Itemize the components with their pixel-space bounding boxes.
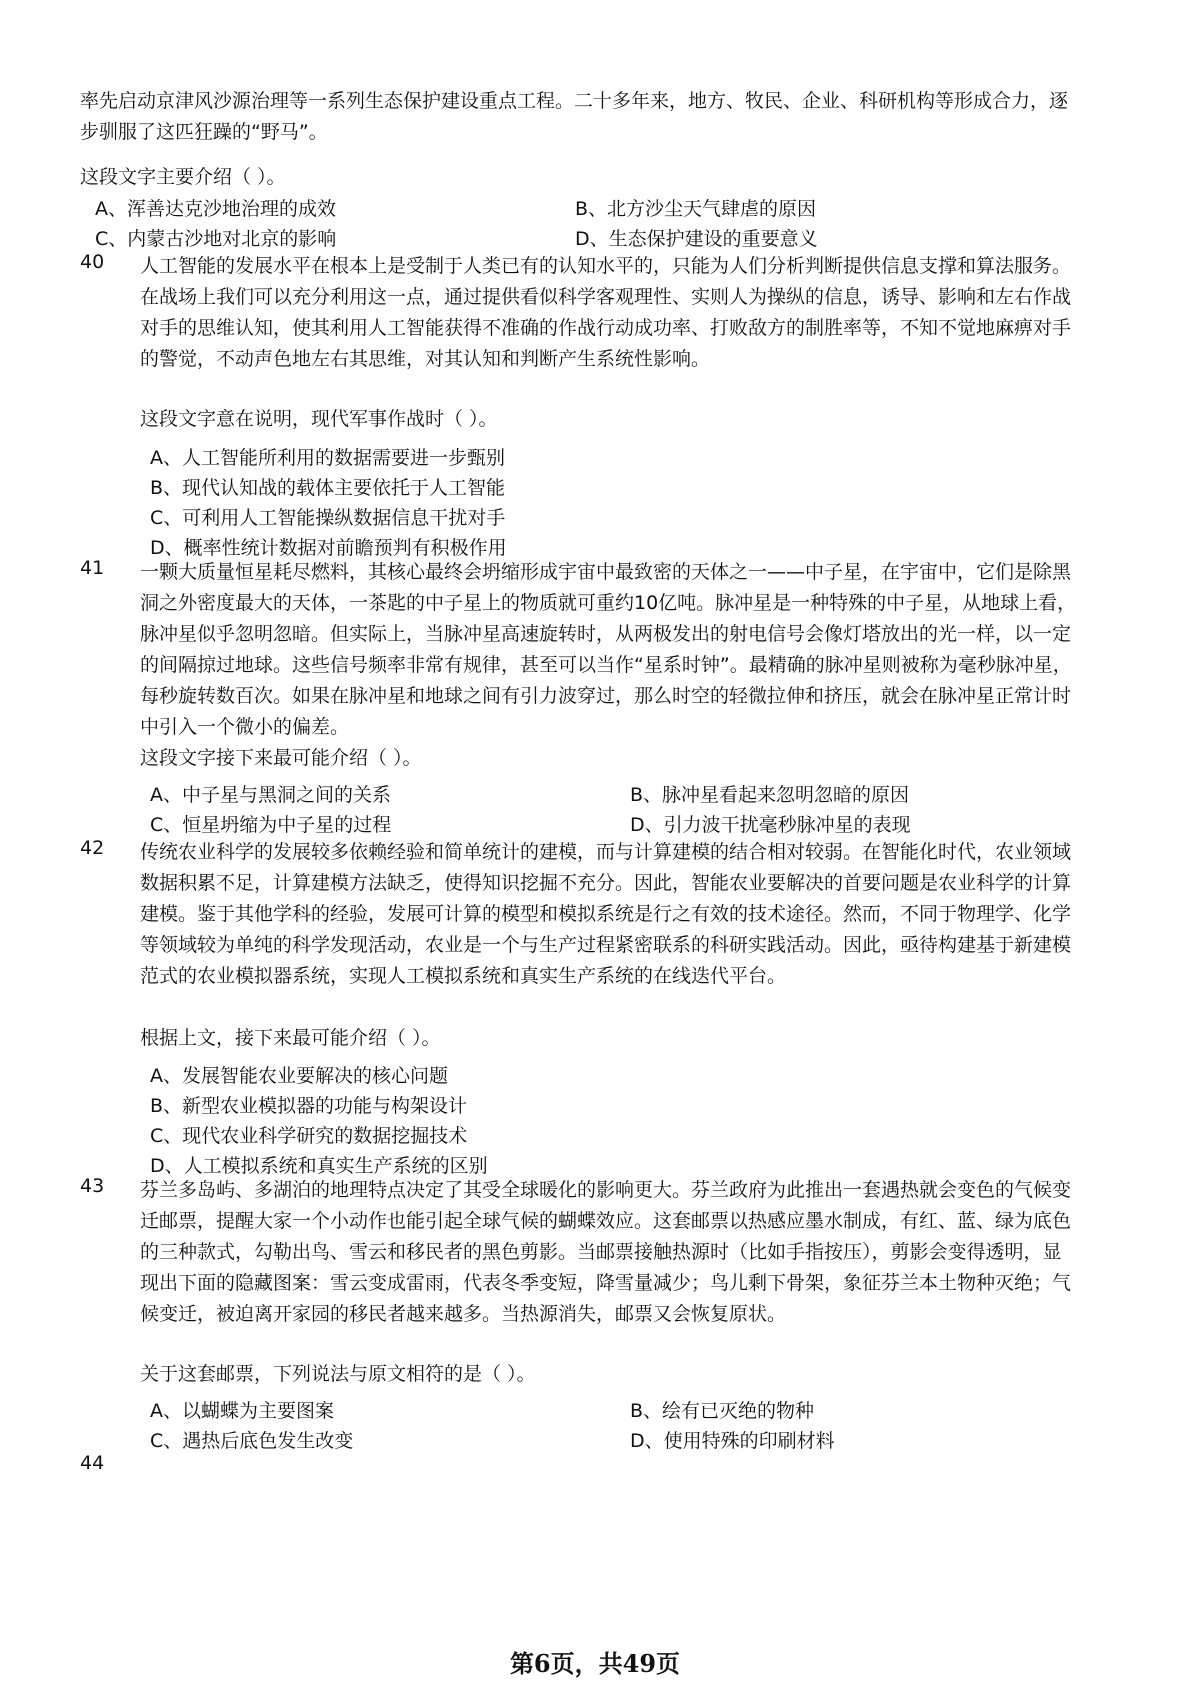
option-d[interactable]: D、引力波干扰毫秒脉冲星的表现 — [630, 814, 911, 836]
option-b[interactable]: B、北方沙尘天气肆虐的原因 — [575, 198, 817, 220]
options-list — [150, 1061, 488, 1181]
question-number: 44 — [80, 1452, 105, 1474]
option-c[interactable]: C、内蒙古沙地对北京的影响 — [95, 228, 337, 250]
question-stem: 这段文字接下来最可能介绍（ ）。 — [140, 747, 422, 769]
option-c[interactable]: C、可利用人工智能操纵数据信息干扰对手 — [150, 507, 506, 529]
options-list — [150, 443, 507, 563]
options-grid — [150, 1397, 1110, 1455]
option-a[interactable]: A、发展智能农业要解决的核心问题 — [150, 1065, 448, 1087]
option-c[interactable]: C、恒星坍缩为中子星的过程 — [150, 814, 392, 836]
option-b[interactable]: B、现代认知战的载体主要依托于人工智能 — [150, 477, 506, 499]
question-passage: 人工智能的发展水平在根本上是受制于人类已有的认知水平的，只能为人们分析判断提供信息支撑和算法服务。在战场上我们可以充分利用这一点，通过提供看似科学客观理性、实则人为操纵的信息，诱导、影响和左右作战对手的思维认知，使其利用人工智能获得不准确的作战行动成功率、打败敌方的制胜率等，不知不觉地麻痹对手的警觉，不动声色地左右其思维，对其认知和判断产生系统性影响。 — [140, 255, 1072, 370]
question-stem: 关于这套邮票，下列说法与原文相符的是（ ）。 — [140, 1363, 536, 1385]
question-stem: 这段文字意在说明，现代军事作战时（ ）。 — [140, 408, 498, 430]
option-a[interactable]: A、中子星与黑洞之间的关系 — [150, 784, 391, 806]
question-41 — [80, 557, 1080, 743]
question-number: 40 — [80, 251, 105, 273]
option-d[interactable]: D、人工模拟系统和真实生产系统的区别 — [150, 1155, 488, 1177]
question-passage: 芬兰多岛屿、多湖泊的地理特点决定了其受全球暖化的影响更大。芬兰政府为此推出一套遇热就会变色的气候变迁邮票，提醒大家一个小动作也能引起全球气候的蝴蝶效应。这套邮票以热感应墨水制成，有红、蓝、绿为底色的三种款式，勾勒出鸟、雪云和移民者的黑色剪影。当邮票接触热源时（比如手指按压），剪影会变得透明，显现出下面的隐藏图案：雪云变成雷雨，代表冬季变短，降雪量减少；鸟儿剩下骨架，象征芬兰本土物种灭绝；气候变迁，被迫离开家园的移民者越来越多。当热源消失，邮票又会恢复原状。 — [140, 1179, 1072, 1325]
option-d[interactable]: D、使用特殊的印刷材料 — [630, 1430, 835, 1452]
question-43 — [80, 1175, 1080, 1330]
option-d[interactable]: D、生态保护建设的重要意义 — [575, 228, 818, 250]
option-d[interactable]: D、概率性统计数据对前瞻预判有积极作用 — [150, 537, 507, 559]
options-grid — [150, 781, 1110, 839]
option-c[interactable]: C、现代农业科学研究的数据挖掘技术 — [150, 1125, 468, 1147]
option-b[interactable]: B、新型农业模拟器的功能与构架设计 — [150, 1095, 468, 1117]
option-c[interactable]: C、遇热后底色发生改变 — [150, 1430, 354, 1452]
option-a[interactable]: A、人工智能所利用的数据需要进一步甄别 — [150, 447, 505, 469]
passage-continuation: 率先启动京津风沙源治理等一系列生态保护建设重点工程。二十多年来，地方、牧民、企业、科研机构等形成合力，逐步驯服了这匹狂躁的“野马”。 — [80, 90, 1069, 143]
question-number: 42 — [80, 837, 105, 859]
page-footer: 第6页，共49页 — [509, 1649, 681, 1678]
question-number: 43 — [80, 1175, 105, 1197]
options-grid — [95, 195, 1055, 253]
question-42 — [80, 837, 1080, 992]
question-passage: 一颗大质量恒星耗尽燃料，其核心最终会坍缩形成宇宙中最致密的天体之一——中子星，在宇宙中，它们是除黑洞之外密度最大的天体，一茶匙的中子星上的物质就可重约10亿吨。脉冲星是一种特殊的中子星，从地球上看，脉冲星似乎忽明忽暗。但实际上，当脉冲星高速旋转时，从两极发出的射电信号会像灯塔放出的光一样，以一定的间隔掠过地球。这些信号频率非常有规律，甚至可以当作“星系时钟”。最精确的脉冲星则被称为毫秒脉冲星，每秒旋转数百次。如果在脉冲星和地球之间有引力波穿过，那么时空的轻微拉伸和挤压，就会在脉冲星正常计时中引入一个微小的偏差。 — [140, 561, 1077, 738]
option-b[interactable]: B、绘有已灭绝的物种 — [630, 1400, 815, 1422]
question-stem: 这段文字主要介绍（ ）。 — [80, 166, 286, 188]
question-passage: 传统农业科学的发展较多依赖经验和简单统计的建模，而与计算建模的结合相对较弱。在智能化时代，农业领域数据积累不足，计算建模方法缺乏，使得知识挖掘不充分。因此，智能农业要解决的首要问题是农业科学的计算建模。鉴于其他学科的经验，发展可计算的模型和模拟系统是行之有效的技术途径。然而，不同于物理学、化学等领域较为单纯的科学发现活动，农业是一个与生产过程紧密联系的科研实践活动。因此，亟待构建基于新建模范式的农业模拟器系统，实现人工模拟系统和真实生产系统的在线迭代平台。 — [140, 841, 1072, 987]
option-a[interactable]: A、以蝴蝶为主要图案 — [150, 1400, 334, 1422]
question-stem: 根据上文，接下来最可能介绍（ ）。 — [140, 1027, 441, 1049]
option-a[interactable]: A、浑善达克沙地治理的成效 — [95, 198, 336, 220]
question-number: 41 — [80, 557, 105, 579]
question-40 — [80, 251, 1080, 375]
option-b[interactable]: B、脉冲星看起来忽明忽暗的原因 — [630, 784, 910, 806]
